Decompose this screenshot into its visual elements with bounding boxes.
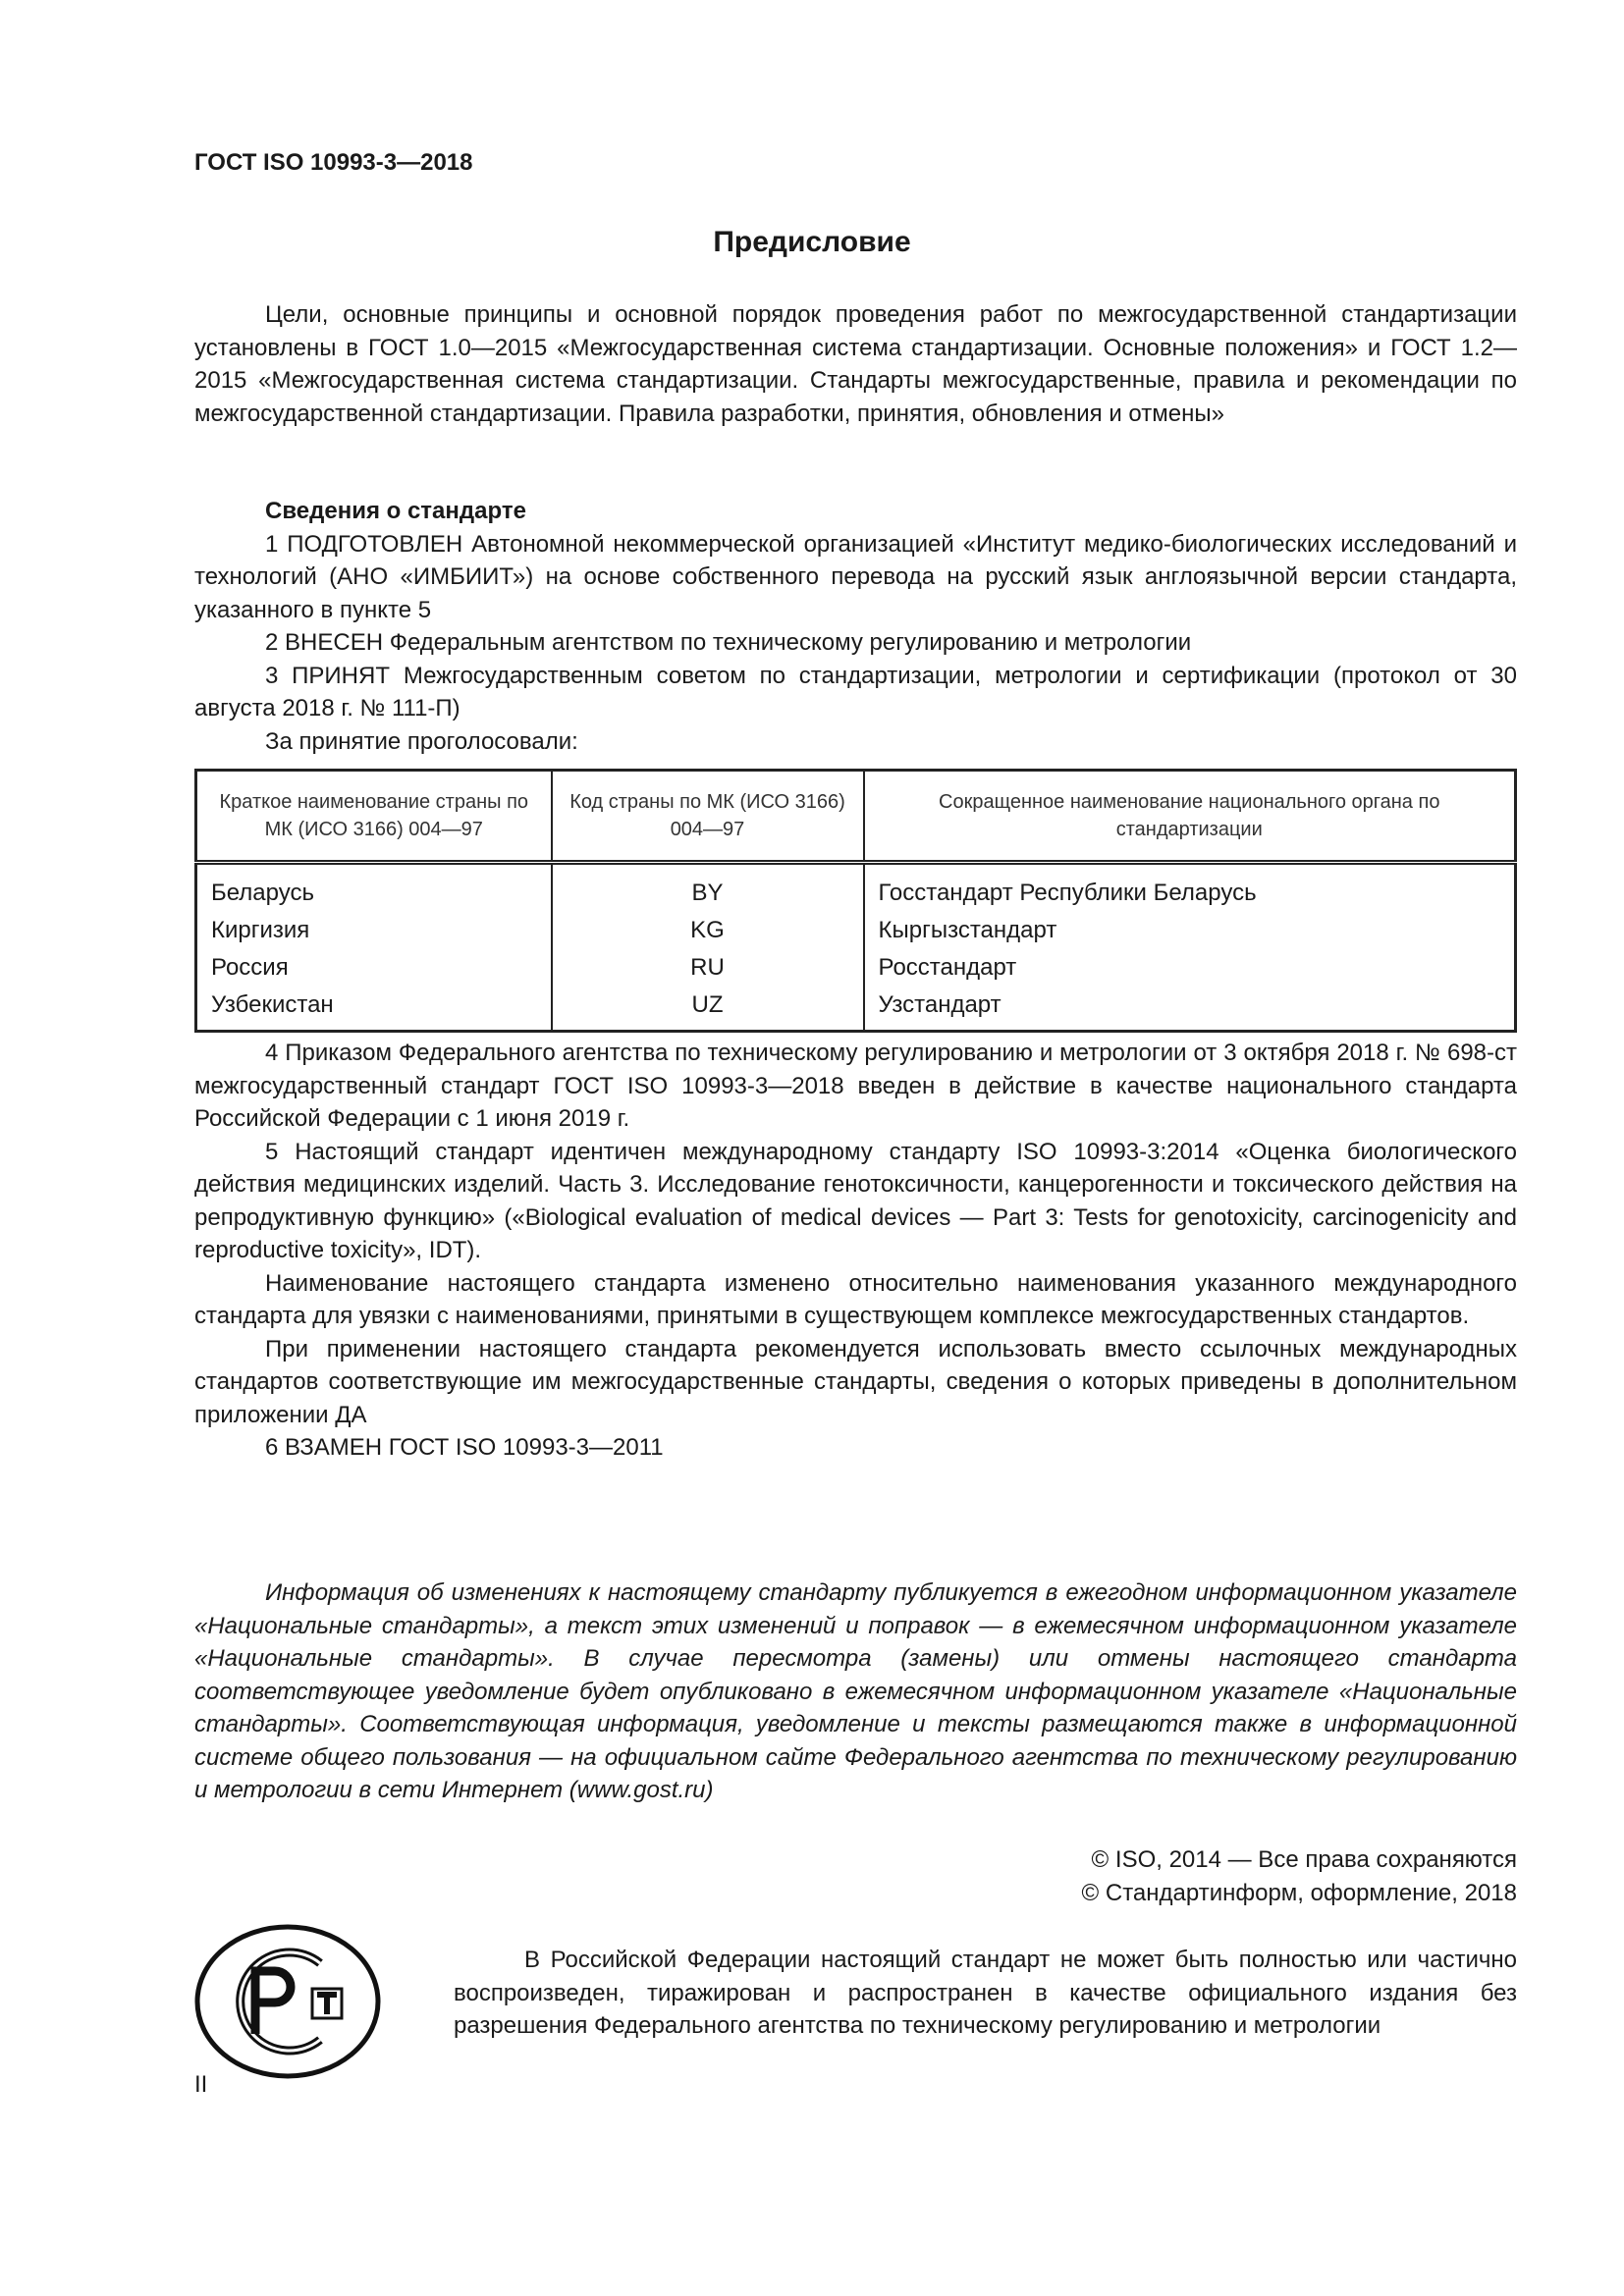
reproduction-notice [454, 1944, 1517, 2043]
adoption-paragraph: 6 ВЗАМЕН ГОСТ ISO 10993-3—2011 [265, 1434, 664, 1461]
info-item: 3 ПРИНЯТ Межгосударственным советом по стандартизации, метрологии и сертификации (протокол от 30 августа 2018 г. № 111-П) [194, 662, 1517, 721]
reproduction-notice-text: В Российской Федерации настоящий стандарт не может быть полностью или частично воспроизведен, тиражирован и распространен в качестве официального издания без разрешения Федерального агентства по техническому регулированию и метрологии [454, 1947, 1517, 2039]
standard-info-section [194, 495, 1517, 758]
country-name: Узбекистан [211, 991, 334, 1018]
changes-info-paragraph: Информация об изменениях к настоящему стандарту публикуется в ежегодном информационном указателе «Национальные стандарты», а текст этих изменений и поправок — в ежемесячном информационном указателе «Национальные стандарты». В случае пересмотра (замены) или отмены настоящего стандарта соответствующее уведомление будет опубликовано в ежемесячном информационном указателе «Национальные стандарты». Соответствующая информация, уведомление и тексты размещаются также в информационной системе общего пользования — на официальном сайте Федерального агентства по техническому регулированию и метрологии в сети Интернет (www.gost.ru) [194, 1579, 1517, 1803]
info-item: 1 ПОДГОТОВЛЕН Автономной некоммерческой организацией «Институт медико-биологических исследований и технологий (АНО «ИМБИИТ») на основе собственного перевода на русский язык англоязычной версии стандарта, указанного в пункте 5 [194, 530, 1517, 623]
adoption-section [194, 1037, 1517, 1465]
intro-section [194, 298, 1517, 430]
country-name: Россия [211, 954, 289, 981]
country-name: Киргизия [211, 917, 310, 943]
column-header: Сокращенное наименование национального органа по стандартизации [864, 771, 1516, 863]
adoption-paragraph: 4 Приказом Федерального агентства по техническому регулированию и метрологии от 3 октября 2018 г. № 698-ст межгосударственный стандарт ГОСТ ISO 10993-3—2018 введен в действие в качестве национального стандарта Российской Федерации с 1 июня 2019 г. [194, 1040, 1517, 1132]
column-header: Краткое наименование страны по МК (ИСО 3166) 004—97 [196, 771, 552, 863]
changes-info-section [194, 1576, 1517, 1807]
table-header-row [196, 771, 1516, 863]
table-row [196, 949, 1516, 987]
country-code: KG [552, 912, 864, 949]
intro-paragraph: Цели, основные принципы и основной порядок проведения работ по межгосударственной стандартизации установлены в ГОСТ 1.0—2015 «Межгосударственная система стандартизации. Основные положения» и ГОСТ 1.2—2015 «Межгосударственная система стандартизации. Стандарты межгосударственные, правила и рекомендации по межгосударственной стандартизации. Правила разработки, принятия, обновления и отмены» [194, 301, 1517, 427]
standards-body: Госстандарт Республики Беларусь [864, 863, 1516, 913]
standards-body: Росстандарт [864, 949, 1516, 987]
rst-logo-icon [194, 1924, 381, 2079]
adoption-paragraph: 5 Настоящий стандарт идентичен международному стандарту ISO 10993-3:2014 «Оценка биологического действия медицинских изделий. Часть 3. Исследование генотоксичности, канцерогенности и токсического действия на репродуктивную функцию» («Biological evaluation of medical devices — Part 3: Tests for genotoxicity, carcinogenicity and reproductive toxicity», IDT). [194, 1138, 1517, 1263]
table-row [196, 912, 1516, 949]
adoption-paragraph: Наименование настоящего стандарта изменено относительно наименования указанного международного стандарта для увязки с наименованиями, принятыми в существующем комплексе межгосударственных стандартов. [194, 1269, 1517, 1329]
table-row [196, 863, 1516, 913]
copyright-line: © ISO, 2014 — Все права сохраняются [1091, 1846, 1517, 1873]
copyright-block [1082, 1843, 1517, 1909]
page-number: II [194, 2071, 208, 2098]
info-item: За принятие проголосовали: [265, 727, 578, 755]
table-row [196, 987, 1516, 1032]
info-item: 2 ВНЕСЕН Федеральным агентством по техническому регулированию и метрологии [265, 629, 1192, 656]
standards-body: Кыргызстандарт [864, 912, 1516, 949]
adoption-paragraph: При применении настоящего стандарта рекомендуется использовать вместо ссылочных международных стандартов соответствующие им межгосударственные стандарты, сведения о которых приведены в дополнительном приложении ДА [194, 1335, 1517, 1428]
standard-info-heading: Сведения о стандарте [265, 498, 526, 524]
document-code: ГОСТ ISO 10993-3—2018 [194, 149, 473, 176]
country-code: UZ [552, 987, 864, 1032]
country-code: BY [552, 863, 864, 913]
standards-body: Узстандарт [864, 987, 1516, 1032]
column-header: Код страны по МК (ИСО 3166) 004—97 [552, 771, 864, 863]
country-name: Беларусь [211, 880, 314, 906]
page-title: Предисловие [713, 226, 911, 258]
voting-countries-table [194, 769, 1517, 1033]
country-code: RU [552, 949, 864, 987]
copyright-line: © Стандартинформ, оформление, 2018 [1081, 1879, 1517, 1906]
